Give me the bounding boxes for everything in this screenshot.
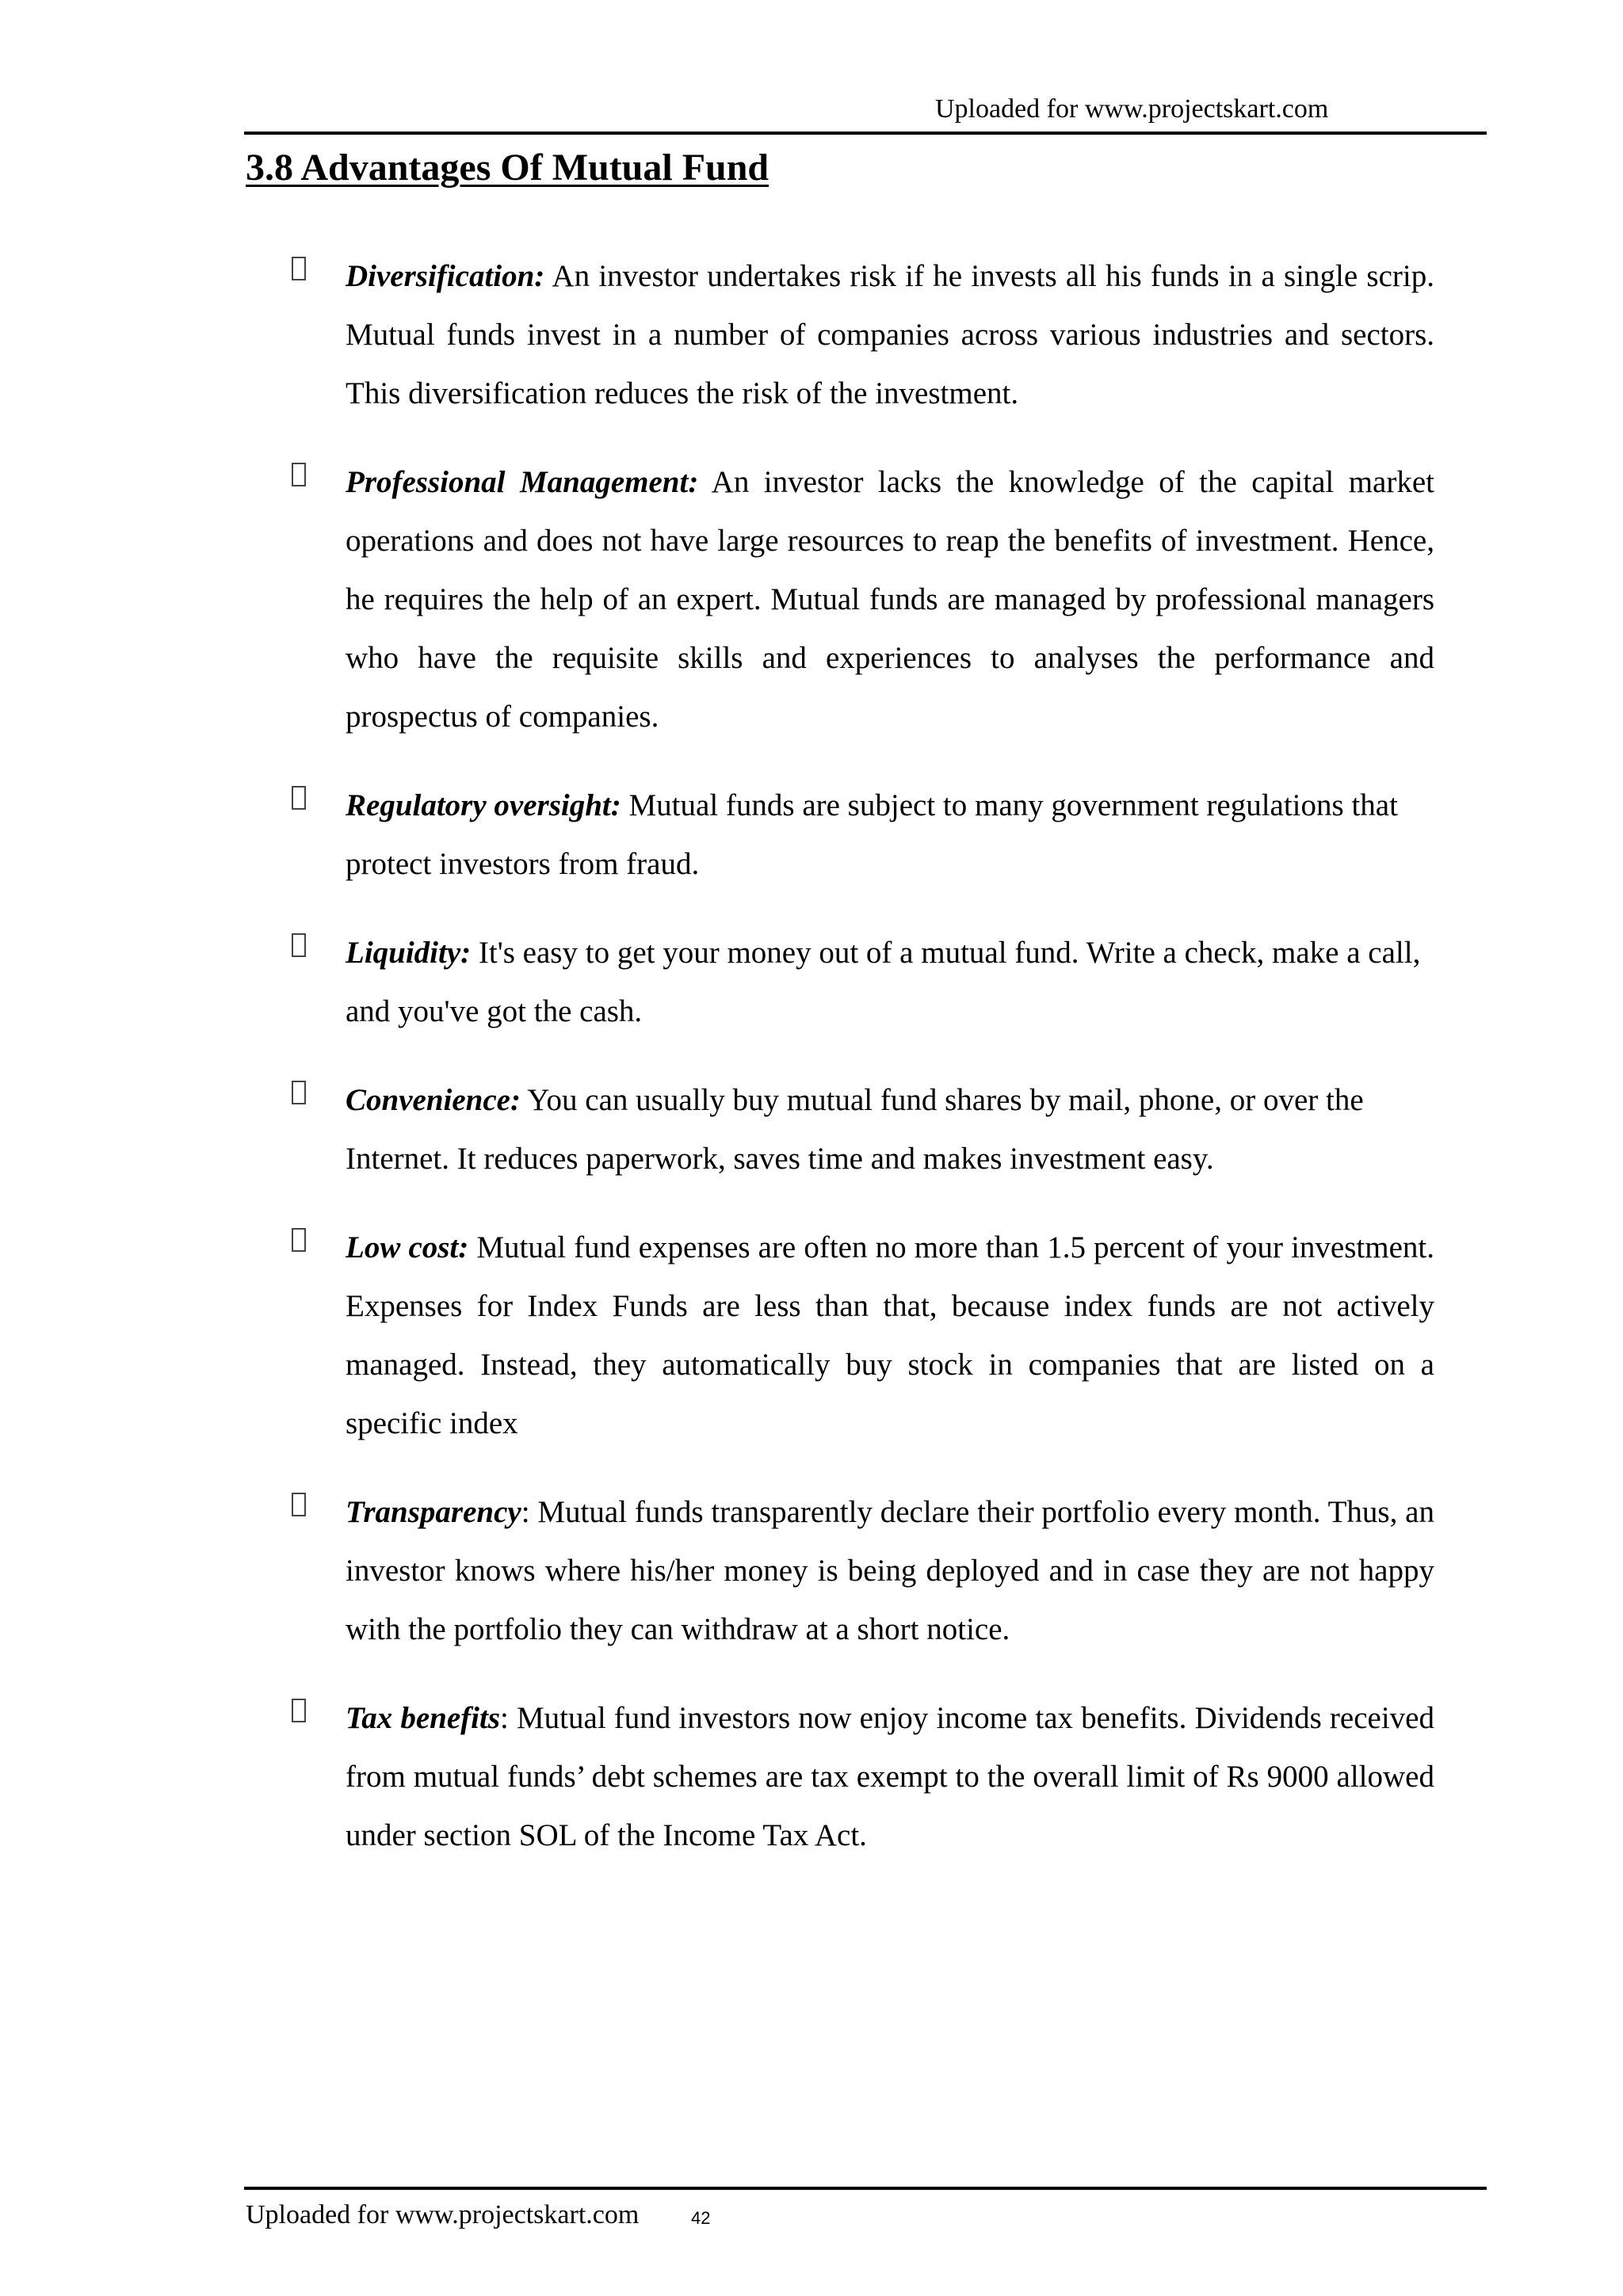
item-term: Regulatory oversight:	[346, 788, 621, 822]
list-item-text	[346, 1483, 1434, 1659]
list-item-liquidity	[0, 924, 1623, 1041]
list-item-text	[346, 453, 1434, 746]
header-text: Uploaded for www.projectskart.com	[935, 94, 1329, 124]
list-item-text	[346, 1689, 1434, 1865]
list-item-convenience	[0, 1071, 1623, 1188]
bullet-box-icon	[292, 257, 306, 280]
item-term: Transparency	[346, 1495, 521, 1529]
bullet-box-icon	[292, 1699, 306, 1722]
page-number: 42	[691, 2208, 711, 2228]
item-description: An investor undertakes risk if he invests all his funds in a single scrip. Mutual funds invest in a number of companies across various industries and sectors. This diversification reduces the risk of the investment.	[346, 259, 1434, 410]
list-item-text	[346, 776, 1434, 894]
item-description: : Mutual fund investors now enjoy income tax benefits. Dividends received from mutual funds’ debt schemes are tax exempt to the overall limit of Rs 9000 allowed under section SOL of the Income Tax Act.	[346, 1701, 1434, 1852]
bullet-box-icon	[292, 1081, 306, 1104]
header-rule	[244, 132, 1487, 135]
item-description: : Mutual funds transparently declare their portfolio every month. Thus, an investor knows where his/her money is being deployed and in case they are not happy with the portfolio they can withdraw at a short notice.	[346, 1495, 1434, 1646]
list-item-regulatory-oversight	[0, 776, 1623, 894]
item-description: It's easy to get your money out of a mutual fund. Write a check, make a call, and you've got the cash.	[346, 936, 1421, 1028]
item-term: Liquidity:	[346, 936, 472, 970]
section-title: 3.8 Advantages Of Mutual Fund	[246, 147, 769, 189]
item-description: You can usually buy mutual fund shares by mail, phone, or over the Internet. It reduces paperwork, saves time and makes investment easy.	[346, 1083, 1364, 1176]
bullet-box-icon	[292, 463, 306, 486]
footer-rule	[244, 2187, 1487, 2190]
advantages-list	[0, 247, 1623, 1895]
bullet-box-icon	[292, 786, 306, 810]
list-item-text	[346, 247, 1434, 423]
item-term: Diversification:	[346, 259, 545, 293]
item-description: Mutual fund expenses are often no more than 1.5 percent of your investment. Expenses for Index Funds are less than that, because index funds are not actively managed. Instead, they automatically buy stock in companies that are listed on a specific index	[346, 1230, 1434, 1440]
item-term: Tax benefits	[346, 1701, 501, 1735]
bullet-box-icon	[292, 933, 306, 957]
list-item-text	[346, 924, 1434, 1041]
list-item-transparency	[0, 1483, 1623, 1659]
list-item-low-cost	[0, 1219, 1623, 1453]
list-item-text	[346, 1219, 1434, 1453]
item-term: Convenience:	[346, 1083, 521, 1117]
item-description: An investor lacks the knowledge of the capital market operations and does not have large resources to reap the benefits of investment. Hence, he requires the help of an expert. Mutual funds are managed by professional managers who have the requisite skills and experiences to analyses the performance and prospectus of companies.	[346, 465, 1434, 734]
item-term: Professional Management:	[346, 465, 699, 499]
item-description: Mutual funds are subject to many government regulations that protect investors from fraud.	[346, 788, 1398, 881]
footer-text: Uploaded for www.projectskart.com	[246, 2200, 640, 2229]
list-item-professional-management	[0, 453, 1623, 746]
list-item-text	[346, 1071, 1434, 1188]
bullet-box-icon	[292, 1493, 306, 1516]
list-item-diversification	[0, 247, 1623, 423]
item-term: Low cost:	[346, 1230, 469, 1264]
bullet-box-icon	[292, 1228, 306, 1252]
list-item-tax-benefits	[0, 1689, 1623, 1865]
